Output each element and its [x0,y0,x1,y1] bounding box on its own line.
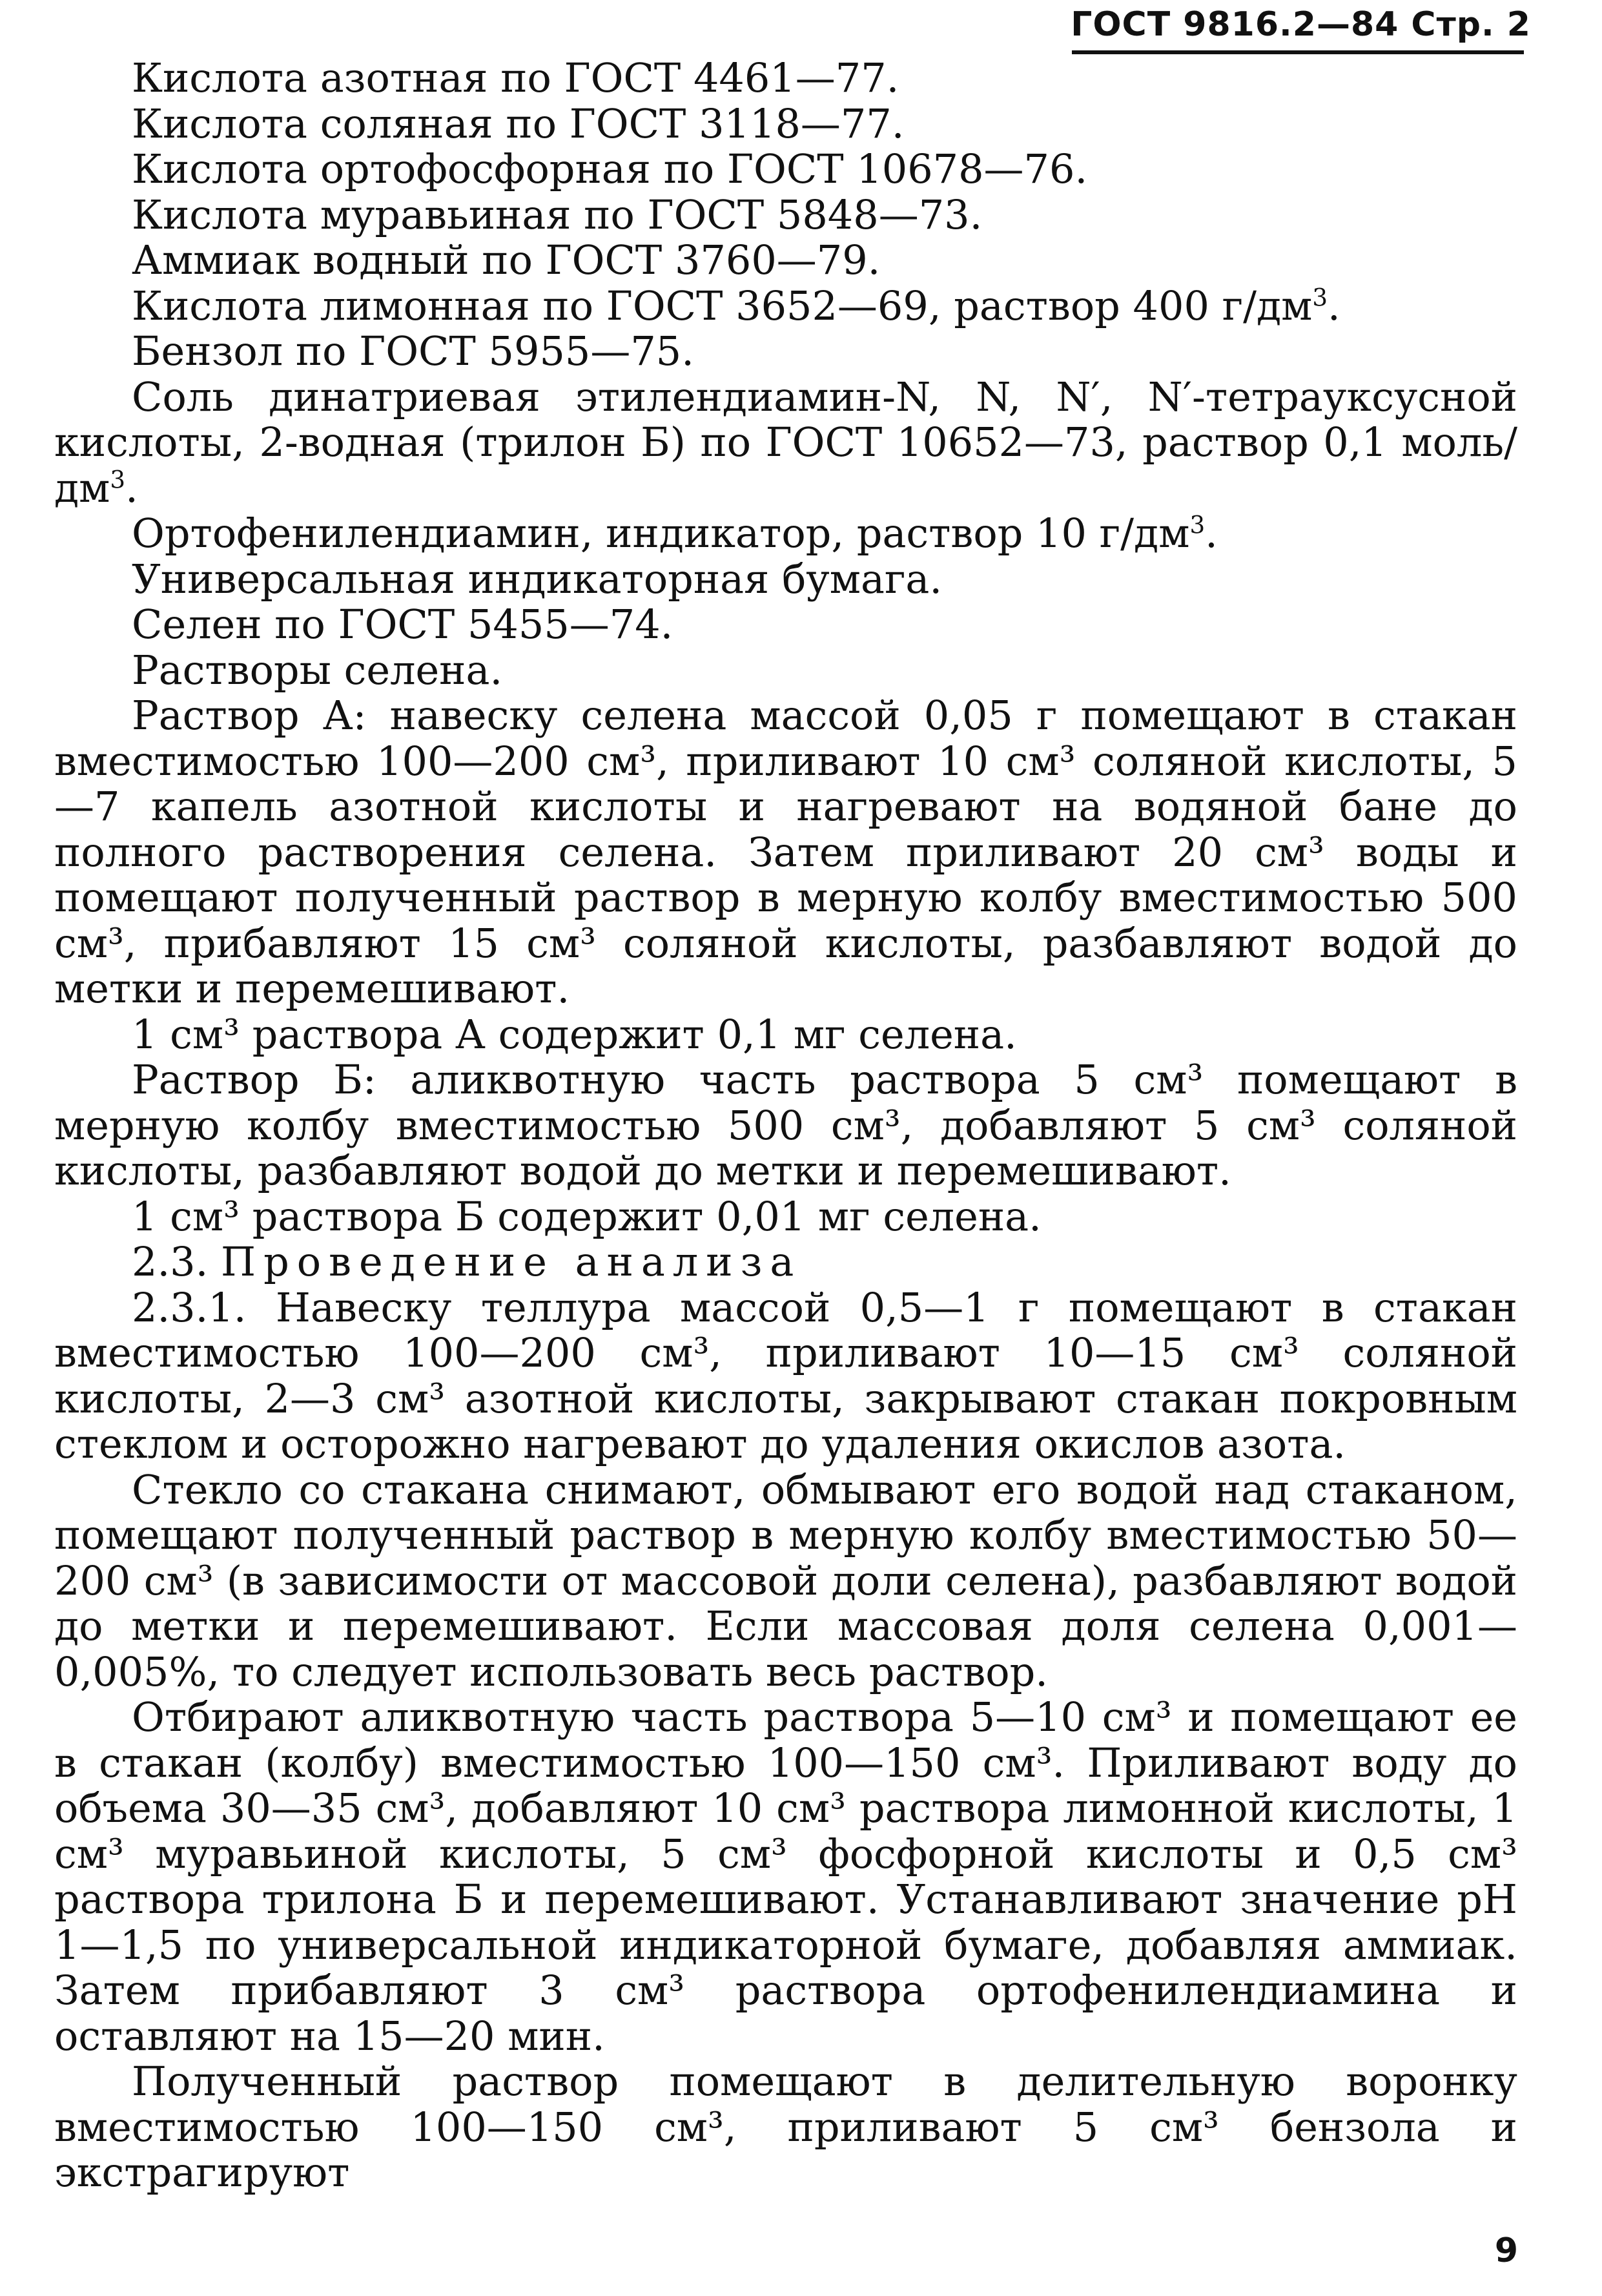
paragraph: 1 см³ раствора Б содержит 0,01 мг селена. [132,1192,1042,1240]
paragraph: Универсальная индикаторная бумага. [132,555,943,603]
section-number: 2.3. [132,1238,221,1285]
paragraph: 2.3.1. Навеску теллура массой 0,5—1 г помещают в стакан вместимостью 100—200 см³, приливают 10—15 см³ соляной кислоты, 2—3 см³ азотной кислоты, закрывают стакан покровным стеклом и осторожно нагревают до удаления окислов азота. [54,1283,1517,1467]
section-title: Проведение анализа [221,1238,802,1285]
paragraph: Кислота азотная по ГОСТ 4461—77. [132,54,899,101]
paragraph: Раствор А: навеску селена массой 0,05 г помещают в стакан вместимостью 100—200 см³, приливают 10 см³ соляной кислоты, 5—7 капель азотной кислоты и нагревают на водяной бане до полного растворения селена. Затем приливают 20 см³ воды и помещают полученный раствор в мерную колбу вместимостью 500 см³, прибавляют 15 см³ соляной кислоты, разбавляют водой до метки и перемешивают. [54,692,1517,1012]
paragraph: Кислота муравьиная по ГОСТ 5848—73. [132,191,983,238]
paragraph: 1 см³ раствора А содержит 0,1 мг селена. [132,1010,1017,1058]
paragraph: Растворы селена. [132,646,503,694]
document-body [54,56,1517,2196]
running-header: ГОСТ 9816.2—84 Стр. 2 [1071,5,1531,44]
section-heading [54,1239,1517,1285]
paragraph: Селен по ГОСТ 5455—74. [132,601,673,648]
paragraph: Кислота ортофосфорная по ГОСТ 10678—76. [132,145,1088,192]
paragraph: Отбирают аликвотную часть раствора 5—10 см³ и помещают ее в стакан (колбу) вместимостью 100—150 см³. Приливают воду до объема 30—35 см³, добавляют 10 см³ раствора лимонной кислоты, 1 см³ муравьиной кислоты, 5 см³ фосфорной кислоты и 0,5 см³ раствора трилона Б и перемешивают. Устанавливают значение pH 1—1,5 по универсальной индикаторной бумаге, добавляя аммиак. Затем прибавляют 3 см³ раствора ортофенилендиамина и оставляют на 15—20 мин. [54,1693,1517,2060]
paragraph: Кислота лимонная по ГОСТ 3652—69, раствор 400 $г/дм^3$. [132,282,1340,329]
paragraph: Бензол по ГОСТ 5955—75. [132,327,694,375]
paragraph: Раствор Б: аликвотную часть раствора 5 см³ помещают в мерную колбу вместимостью 500 см³, добавляют 5 см³ соляной кислоты, разбавляют водой до метки и перемешивают. [54,1056,1517,1194]
paragraph: Аммиак водный по ГОСТ 3760—79. [132,236,881,284]
paragraph: Кислота соляная по ГОСТ 3118—77. [132,99,905,147]
paragraph: Соль динатриевая этилендиамин-N, N, N′, N′-тетрауксусной кислоты, 2-водная (трилон Б) по ГОСТ 10652—73, раствор 0,1 моль/$дм^3$. [54,373,1517,512]
paragraph: Полученный раствор помещают в делительную воронку вместимостью 100—150 см³, приливают 5 см³ бензола и экстрагируют [54,2058,1517,2196]
header-rule [1072,50,1524,54]
page-number: 9 [1494,2231,1518,2270]
paragraph: Стекло со стакана снимают, обмывают его водой над стаканом, помещают полученный раствор в мерную колбу вместимостью 50—200 см³ (в зависимости от массовой доли селена), разбавляют водой до метки и перемешивают. Если массовая доля селена 0,001—0,005%, то следует использовать весь раствор. [54,1465,1517,1695]
paragraph: Ортофенилендиамин, индикатор, раствор 10 $г/дм^3$. [132,510,1218,557]
